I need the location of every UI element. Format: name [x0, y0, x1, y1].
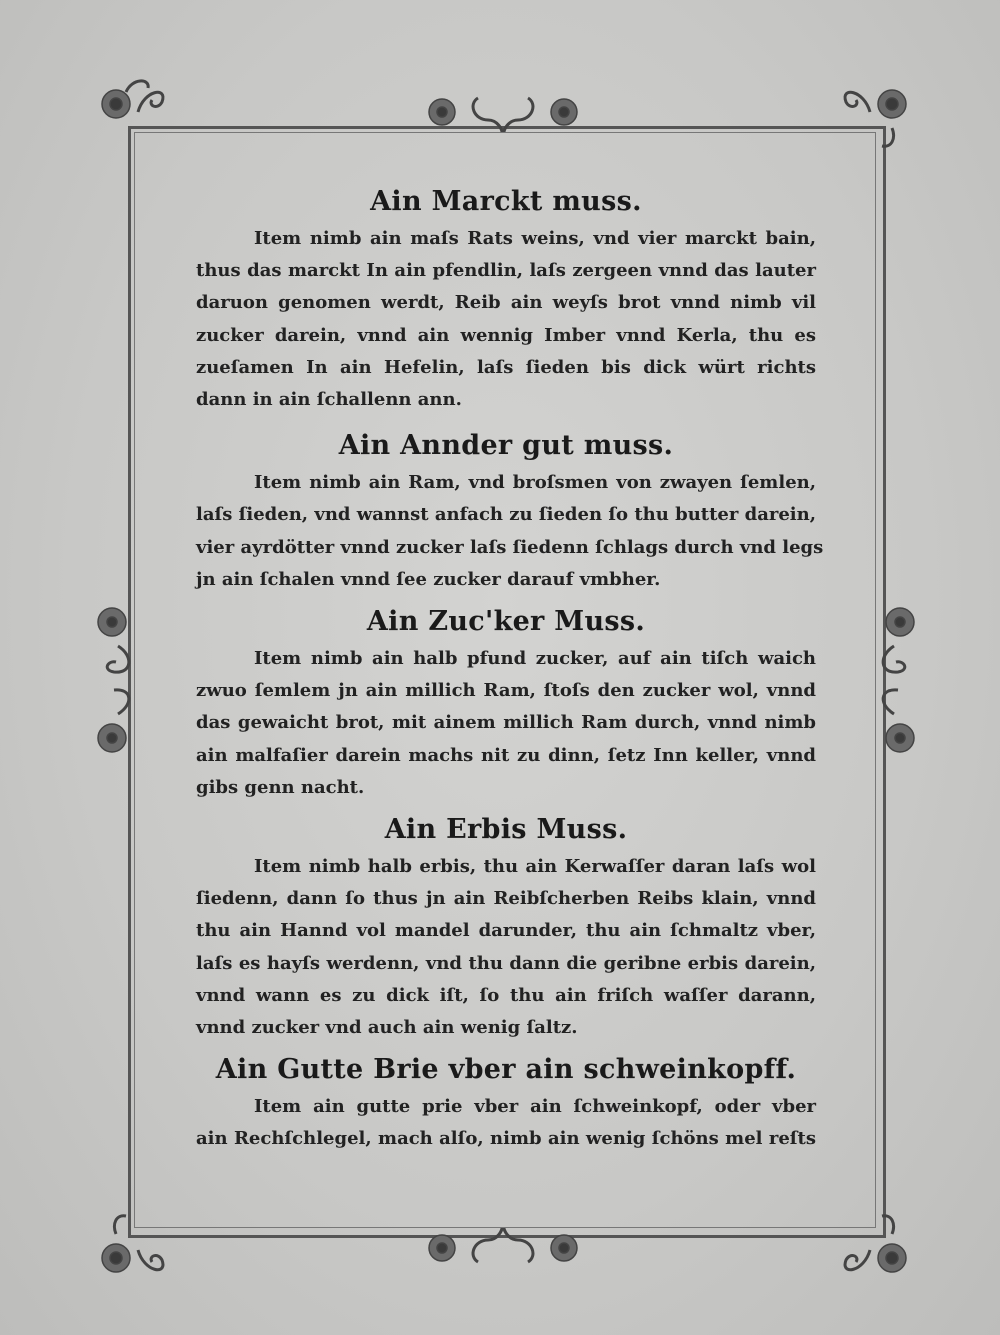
text-line: dann in ain ſchallenn ann. [196, 389, 462, 411]
recipe-body [196, 1091, 816, 1155]
text-line: Item ain gutte prie vber ain ſchweinkopf, oder vber [254, 1096, 816, 1118]
recipe-body [196, 467, 824, 596]
corner-ornament-top-left-icon [88, 72, 188, 162]
recipe-text-block [196, 186, 824, 1166]
text-line: vnnd zucker vnd auch ain wenig ſaltz. [196, 1017, 578, 1039]
text-line: laſs ſieden, vnd wannst anfach zu ſieden ſo thu butter darein, [196, 504, 816, 526]
recipe-section [196, 814, 816, 1044]
text-line: ain Rechſchlegel, mach alſo, nimb ain wenig ſchöns mel reſts [196, 1128, 816, 1150]
text-line: Item nimb ain halb pfund zucker, auf ain tiſch waich [254, 648, 816, 670]
recipe-title: Ain Marckt muss. [370, 186, 642, 217]
text-line: jn ain ſchalen vnnd ſee zucker darauf vmbher. [196, 568, 661, 590]
text-line: zwuo ſemlem jn ain millich Ram, ſtoſs den zucker wol, vnnd [196, 680, 816, 702]
recipe-section [196, 430, 824, 596]
recipe-title: Ain Erbis Muss. [384, 814, 628, 846]
recipe-body [196, 643, 816, 804]
top-center-ornament-icon [418, 90, 588, 140]
text-line: Item nimb ain maſs Rats weins, vnd vier marckt bain, [254, 228, 816, 249]
corner-ornament-top-right-icon [830, 72, 930, 162]
text-line: vnnd wann es zu dick iſt, ſo thu ain friſch waſſer darann, [196, 984, 816, 1006]
recipe-body [196, 851, 816, 1044]
text-line: vier ayrdötter vnnd zucker laſs ſiedenn ſchlags durch vnd legs [196, 536, 824, 558]
text-line: zucker darein, vnnd ain wennig Imber vnnd Kerla, thu es [196, 324, 816, 346]
recipe-section [196, 186, 816, 416]
text-line: Item nimb halb erbis, thu ain Kerwaſſer daran laſs wol [254, 856, 816, 878]
text-line: ain malfaſier darein machs nit zu dinn, ſetz Inn keller, vnnd [196, 744, 816, 766]
text-line: daruon genomen werdt, Reib ain weyſs brot vnnd nimb vil [196, 292, 816, 314]
text-line: das gewaicht brot, mit ainem millich Ram durch, vnnd nimb [196, 712, 816, 734]
text-line: thu ain Hannd vol mandel darunder, thu ain ſchmaltz vber, [196, 920, 816, 942]
recipe-body [196, 223, 816, 416]
corner-ornament-bottom-right-icon [830, 1200, 930, 1290]
text-line: ſiedenn, dann ſo thus jn ain Reibſcherben Reibs klain, vnnd [196, 888, 816, 910]
text-line: laſs es hayſs werdenn, vnd thu dann die geribne erbis darein, [196, 952, 816, 974]
text-line: Item nimb ain Ram, vnd broſsmen von zwayen ſemlen, [254, 472, 816, 494]
text-line: zueſamen In ain Hefelin, laſs ſieden bis dick würt richts [196, 356, 816, 378]
text-line: thus das marckt In ain pfendlin, laſs zergeen vnnd das lauter [196, 260, 816, 282]
bottom-center-ornament-icon [418, 1220, 588, 1270]
recipe-section [196, 1054, 816, 1155]
text-line: gibs genn nacht. [196, 776, 365, 798]
right-side-ornament-icon [870, 598, 930, 768]
recipe-title: Ain Zuc'ker Muss. [366, 606, 646, 638]
recipe-section [196, 606, 816, 804]
left-side-ornament-icon [88, 598, 148, 768]
recipe-title: Ain Gutte Brie vber ain schweinkopff. [215, 1054, 797, 1086]
recipe-title: Ain Annder gut muss. [338, 430, 674, 462]
corner-ornament-bottom-left-icon [88, 1200, 188, 1290]
